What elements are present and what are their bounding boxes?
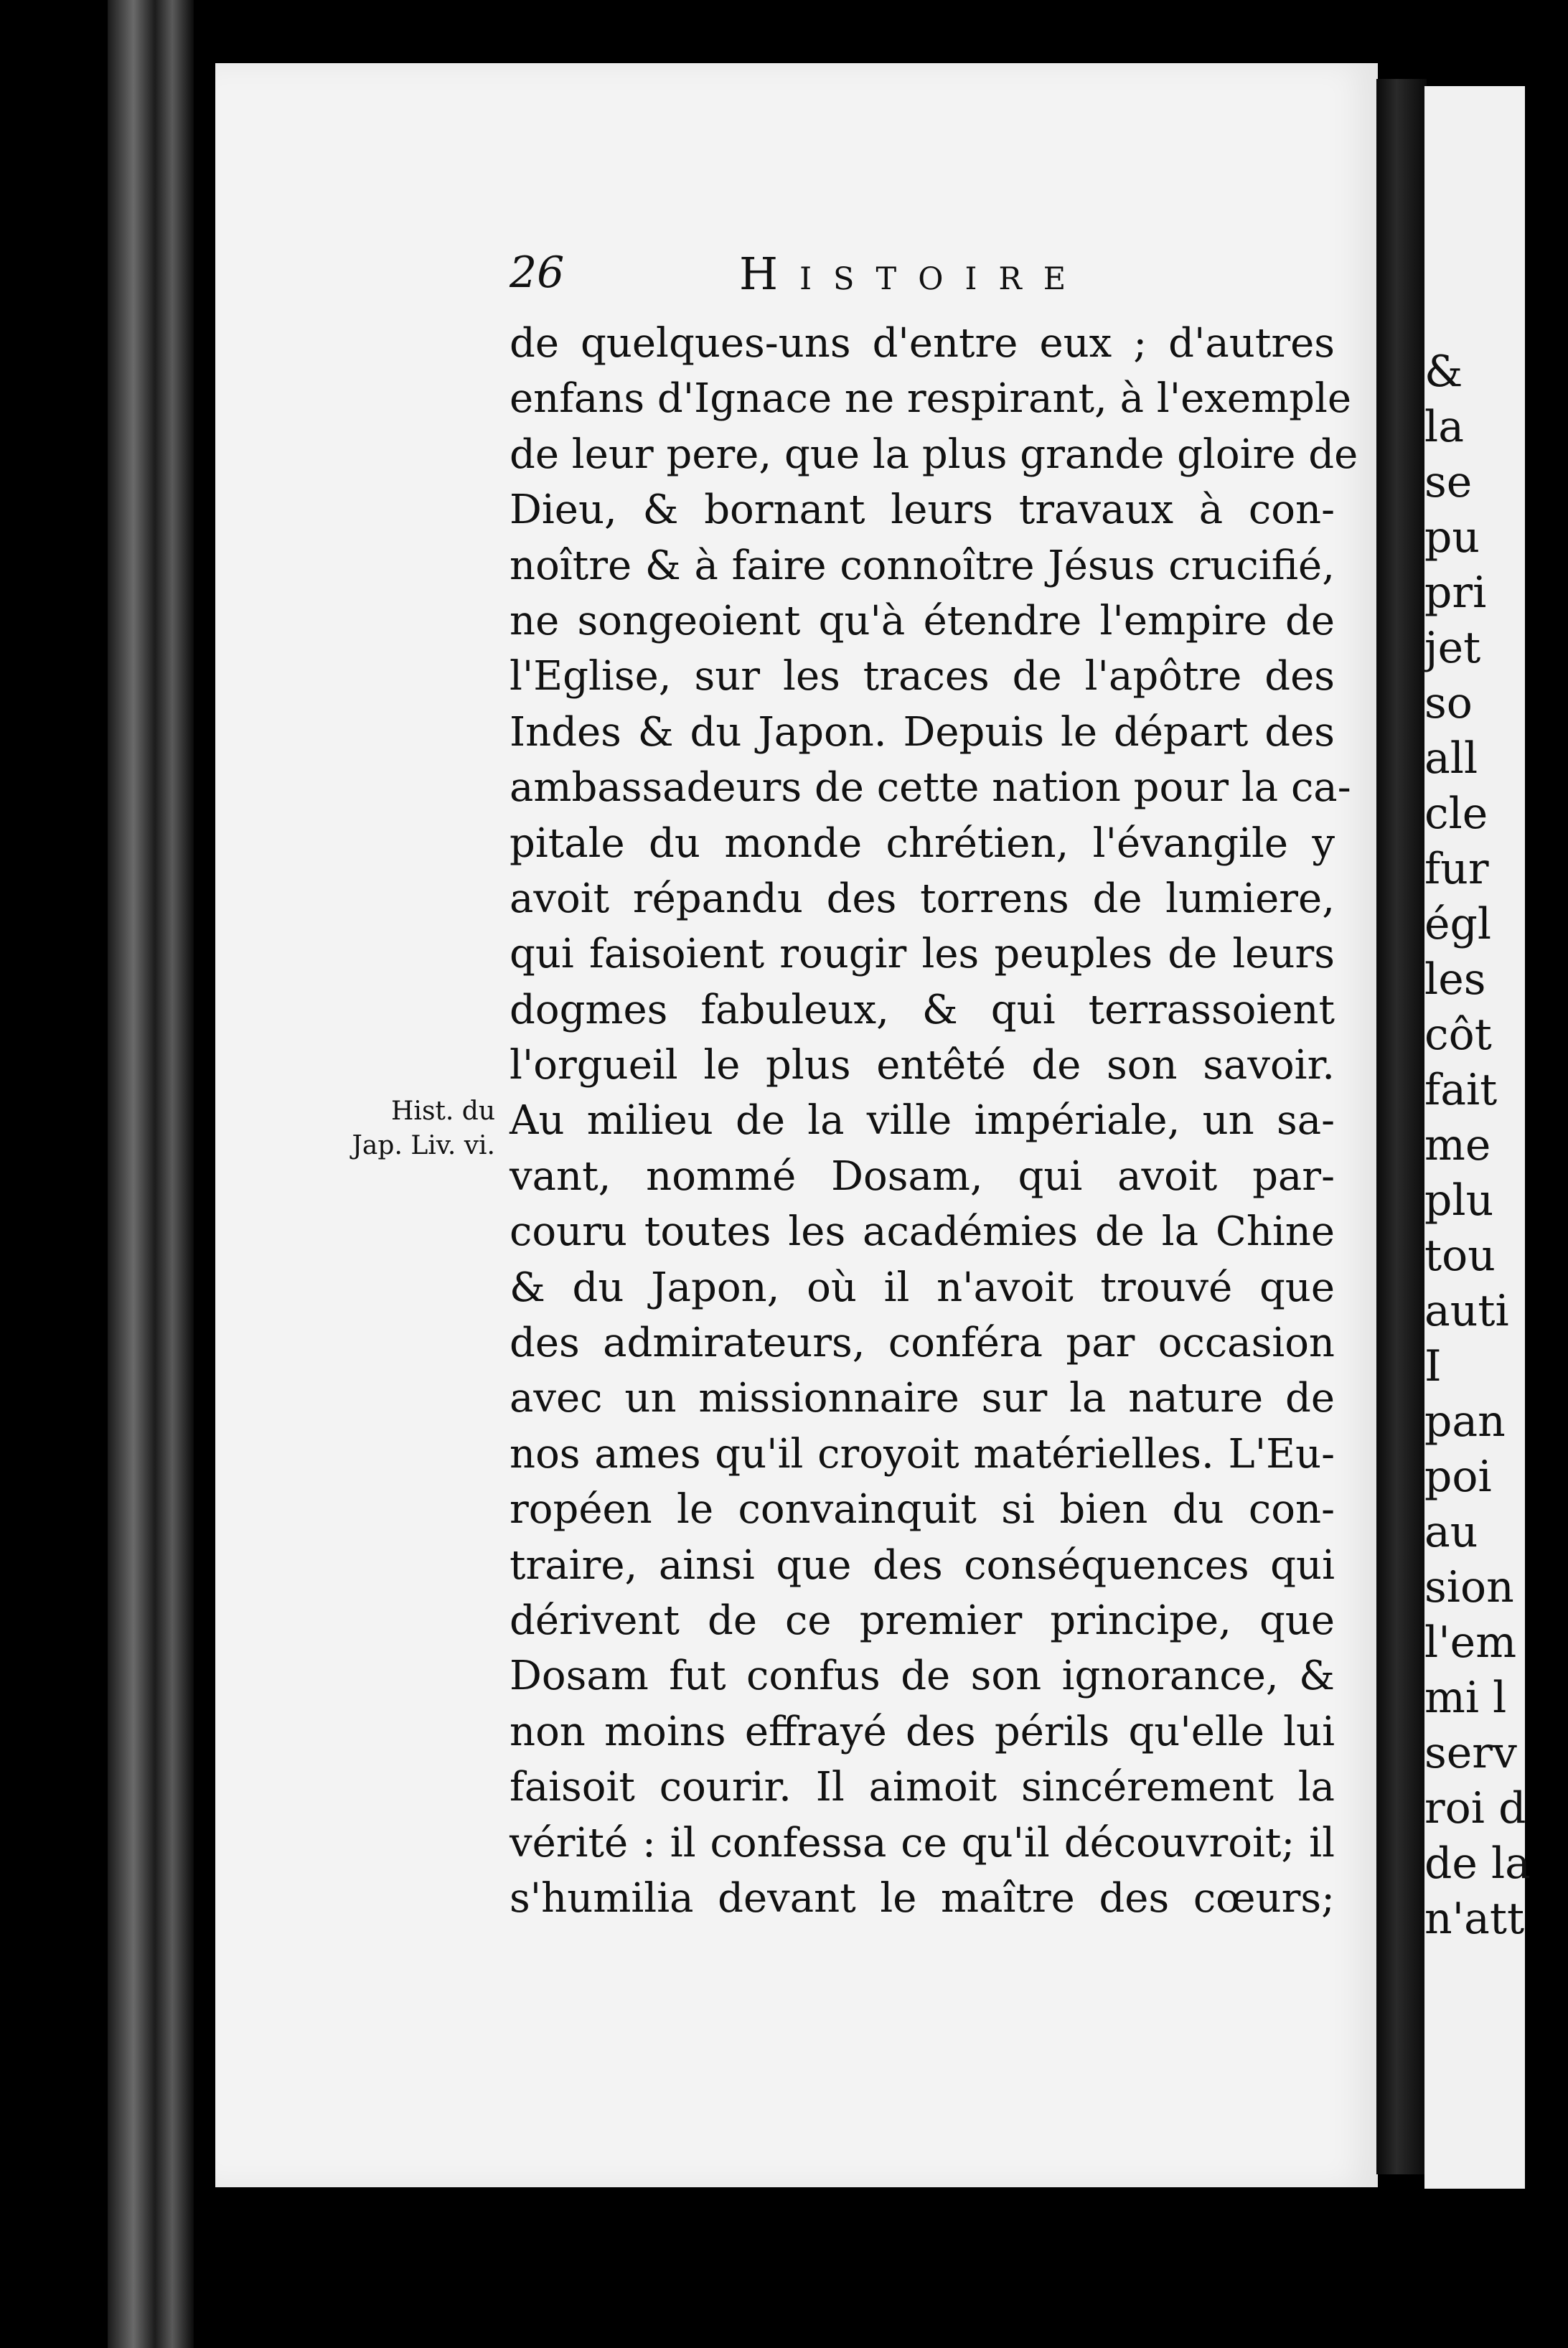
facing-page-line: au <box>1424 1507 1478 1557</box>
facing-page-line: pan <box>1424 1396 1506 1447</box>
text-line: ropéen le convainquit si bien du con- <box>510 1486 1335 1534</box>
facing-page-line: cle <box>1424 789 1488 839</box>
text-line: vant, nommé Dosam, qui avoit par- <box>510 1152 1335 1200</box>
text-line: l'Eglise, sur les traces de l'apôtre des <box>510 653 1335 700</box>
text-line: nos ames qu'il croyoit matérielles. L'Eu- <box>510 1430 1335 1478</box>
facing-page-line: égl <box>1424 899 1492 949</box>
facing-page-line: n'att <box>1424 1894 1525 1944</box>
text-line: pitale du monde chrétien, l'évangile y <box>510 820 1335 867</box>
text-line: qui faisoient rougir les peuples de leurs <box>510 931 1335 978</box>
text-line: faisoit courir. Il aimoit sincérement la <box>510 1764 1335 1811</box>
marginal-note <box>301 1094 495 1163</box>
facing-page-line: auti <box>1424 1286 1509 1336</box>
facing-page-line: so <box>1424 678 1473 728</box>
text-line: ambassadeurs de cette nation pour la ca- <box>510 764 1351 812</box>
body-text <box>510 316 1358 1926</box>
facing-page-line: plu <box>1424 1175 1494 1226</box>
facing-page-edge <box>1424 86 1531 2189</box>
text-line: couru toutes les académies de la Chine <box>510 1208 1335 1256</box>
text-line: l'orgueil le plus entêté de son savoir. <box>510 1042 1335 1089</box>
text-line: Au milieu de la ville impériale, un sa- <box>510 1097 1335 1145</box>
page-number: 26 <box>510 248 565 298</box>
facing-page-line: all <box>1424 733 1478 784</box>
facing-page-line: tou <box>1424 1231 1496 1281</box>
facing-page-text <box>1424 344 1568 1947</box>
facing-page-line: se <box>1424 457 1473 507</box>
text-line: avoit répandu des torrens de lumiere, <box>510 875 1335 922</box>
text-line: dérivent de ce premier principe, que <box>510 1597 1335 1644</box>
text-line: avec un missionnaire sur la nature de <box>510 1375 1335 1422</box>
facing-page-line: serv <box>1424 1728 1517 1778</box>
facing-page-line: mi l <box>1424 1673 1507 1723</box>
text-line: Dieu, & bornant leurs travaux à con- <box>510 487 1335 534</box>
text-line: Dosam fut confus de son ignorance, & <box>510 1653 1335 1700</box>
text-line: Indes & du Japon. Depuis le départ des <box>510 708 1335 756</box>
running-title: Histoire <box>739 248 1088 300</box>
facing-page-line: roi d <box>1424 1783 1526 1833</box>
facing-page-line: pu <box>1424 512 1480 563</box>
text-line: ne songeoient qu'à étendre l'empire de <box>510 597 1335 644</box>
text-line: traire, ainsi que des conséquences qui <box>510 1541 1335 1589</box>
running-head <box>510 248 1335 312</box>
text-line: & du Japon, où il n'avoit trouvé que <box>510 1264 1335 1311</box>
facing-page-line: me <box>1424 1120 1491 1170</box>
facing-page-line: fait <box>1424 1065 1498 1115</box>
facing-page-line: l'em <box>1424 1617 1517 1668</box>
text-line: noître & à faire connoître Jésus crucifié, <box>510 542 1335 589</box>
marginal-note-line: Jap. Liv. vi. <box>352 1131 495 1160</box>
facing-page-line: fur <box>1424 844 1489 894</box>
facing-page-line: & <box>1424 347 1463 397</box>
facing-page-line: poi <box>1424 1452 1492 1502</box>
text-line: s'humilia devant le maître des cœurs; <box>510 1874 1335 1922</box>
facing-page-line: sion <box>1424 1562 1514 1612</box>
facing-page-line: les <box>1424 954 1486 1005</box>
facing-page-line: I <box>1424 1341 1442 1391</box>
text-line: de quelques-uns d'entre eux ; d'autres <box>510 320 1335 367</box>
text-line: dogmes fabuleux, & qui terrassoient <box>510 986 1335 1033</box>
text-line: de leur pere, que la plus grande gloire de <box>510 431 1358 478</box>
text-line: enfans d'Ignace ne respirant, à l'exemple <box>510 375 1351 423</box>
text-line: des admirateurs, conféra par occasion <box>510 1320 1335 1367</box>
facing-page-line: la <box>1424 402 1464 452</box>
facing-page-line: pri <box>1424 568 1487 618</box>
marginal-note-line: Hist. du <box>391 1096 495 1126</box>
page-gutter <box>1376 79 1427 2174</box>
facing-page-line: côt <box>1424 1010 1492 1060</box>
text-line: vérité : il confessa ce qu'il découvroit; il <box>510 1819 1335 1866</box>
text-line: non moins effrayé des périls qu'elle lui <box>510 1708 1335 1755</box>
book-spine <box>108 0 194 2348</box>
facing-page-line: jet <box>1424 623 1481 673</box>
facing-page-line: de la <box>1424 1839 1531 1889</box>
